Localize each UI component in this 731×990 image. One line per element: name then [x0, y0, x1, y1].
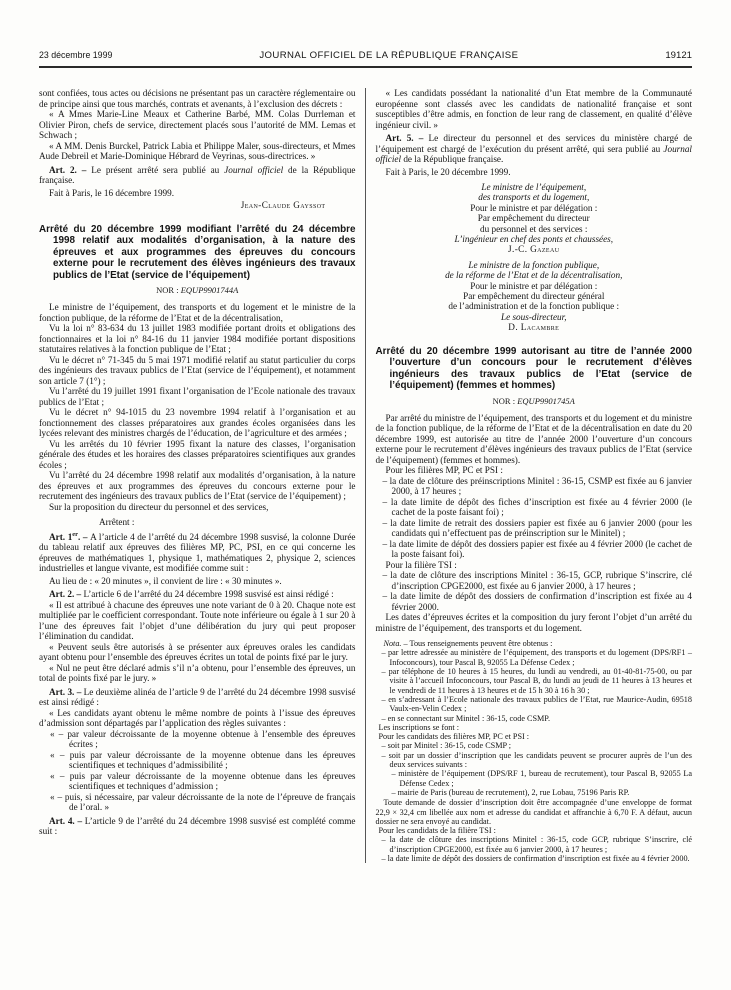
text-run: L’article 9 de l’arrêté du 24 décembre 1998 susvisé est complété comme suit : — [39, 815, 356, 836]
page-header — [39, 0, 692, 61]
text-run: – la date limite de dépôt des dossiers papier est fixée au 4 février 2000 (le cachet de la poste faisant foi). — [382, 538, 692, 560]
text-run: – la date limite de dépôt des dossiers de confirmation d’inscription est fixée au 4 février 2000. — [382, 591, 692, 612]
text-run: A l’article 4 de l’arrêté du 24 décembre 1998 susvisé, la colonne Durée du tableau relatif aux épreuves des filières MP, PC, PSI, en ce qui concerne les épreuves de mathématiques 1, physique 1, mathématiques 2, physique 2, sciences industrielles et langue vivante, est modifiée comme suit : — [39, 531, 356, 573]
text-run: NOR : — [156, 285, 181, 295]
signature-line — [376, 260, 693, 270]
text-run: du personnel et des services : — [480, 223, 588, 234]
text-run: Vu l’arrêté du 24 décembre 1998 relatif aux modalités d’organisation, à la nature des épreuves et aux programmes des épreuves du concours externe pour le recrutement des ingénieurs des travaux publics de l’Etat (service de l’équipement) ; — [39, 470, 356, 501]
text-run: Le sous-directeur, — [501, 311, 567, 322]
paragraph — [376, 612, 693, 633]
nota-sub-dash-item — [376, 769, 693, 788]
text-run: Arrêtent : — [99, 517, 135, 527]
text-run: EQUP9901745A — [517, 395, 575, 406]
article-paragraph — [39, 816, 356, 837]
article-paragraph — [39, 532, 356, 574]
nota-dash-item — [376, 751, 693, 770]
text-run: Par empêchement du directeur général — [463, 291, 605, 302]
text-run: Sur la proposition du directeur du personnel et des services, — [49, 501, 269, 512]
nota-sub-dash-item — [376, 788, 693, 797]
text-run: – ministère de l’équipement (DPS/RF 1, bureau de recrutement), tour Pascal B, 92055 La Défense Cedex ; — [391, 769, 692, 788]
nota-dash-item — [376, 714, 693, 723]
text-run: Le présent arrêté sera publié au — [91, 164, 225, 175]
text-run: « Les candidats possédant la nationalité d’un Etat membre de la Communauté européenne sont classés avec les candidats de nationalité française et sont susceptibles d’être admis, en fonction de leur rang de classement, en qualité d’élève ingénieur civil. » — [375, 88, 692, 130]
text-run: Pour les candidats de la filière TSI : — [378, 826, 496, 836]
dash-item — [376, 476, 693, 497]
text-run: – soit par Minitel : 36-15, code CSMP ; — [381, 741, 512, 751]
text-run: Pour la filière TSI : — [385, 559, 457, 570]
text-run: « Peuvent seuls être autorisés à se présenter aux épreuves orales les candidats ayant obtenu pour l’ensemble des épreuves écrites un total de points fixé par le jury. — [39, 641, 356, 662]
nor-line — [376, 396, 693, 406]
text-run: Art. 1 — [49, 531, 73, 542]
text-run: – la date de clôture des préinscriptions Minitel : 36-15, CSMP est fixée au 6 janvier 2000, à 17 heures ; — [382, 475, 692, 497]
paragraph — [39, 355, 356, 387]
signature-line — [376, 213, 693, 223]
paragraph — [376, 167, 693, 178]
text-columns — [39, 88, 692, 863]
text-run: Art. 3. – — [49, 686, 84, 697]
text-run: Nota. — [383, 639, 402, 649]
text-run: Le ministre de l’équipement, des transports et du logement et le ministre de la fonction publique, de la réforme de l’Etat et de la décentralisation, — [39, 302, 356, 323]
paragraph — [39, 323, 356, 355]
text-run: Vu la loi n° 83-634 du 13 juillet 1983 modifiée portant droits et obligations des fonctionnaires et la loi n° 84-16 du 11 janvier 1984 modifiée portant dispositions statutaires relatives à la fonction publique de l’Etat ; — [39, 323, 356, 354]
signature-line — [376, 301, 693, 311]
text-run: Vu l’arrêté du 19 juillet 1991 fixant l’organisation de l’Ecole nationale des travaux publics de l’Etat ; — [39, 386, 356, 407]
text-run: Le directeur du personnel et des services du ministère chargé de l’équipement est chargé de l’exécution du présent arrêté, qui sera publié au — [375, 133, 692, 154]
signature-line — [376, 192, 693, 202]
text-run: Le ministre de la fonction publique, — [468, 259, 600, 270]
text-run: Les inscriptions se font : — [378, 722, 459, 732]
text-run: J.-C. Gazeau — [508, 244, 560, 255]
text-run: – en s’adressant à l’Ecole nationale des travaux publics de l’Etat, rue Maurice-Audin, 69518 Vaulx-en-Velin Cedex ; — [381, 694, 692, 714]
text-run: Vu le décret n° 71-345 du 5 mai 1971 modifié relatif au statut particulier du corps des ingénieurs des travaux publics de l’Etat (service de l’équipement), et notamment son article 7 (1°) ; — [39, 354, 356, 386]
text-run: Art. 4. – — [49, 815, 85, 826]
arretent-line — [39, 517, 356, 528]
paragraph — [39, 439, 356, 471]
text-run: Par empêchement du directeur — [477, 213, 590, 224]
paragraph — [39, 386, 356, 407]
nota-line — [376, 723, 693, 732]
nota-dash-item — [376, 695, 693, 714]
text-run: NOR : — [492, 395, 518, 406]
signature-line — [376, 291, 693, 301]
text-run: Fait à Paris, le 16 décembre 1999. — [49, 187, 175, 198]
quoted-dash-item — [39, 750, 356, 771]
left-column — [39, 88, 366, 863]
text-run: Arrêté du 20 décembre 1999 autorisant au titre de l’année 2000 l’ouverture d’un concours pour le recrutement d’élèves ingénieurs des travaux publics de l’Etat (service de l’équipement) (femmes et hommes) — [375, 345, 692, 392]
paragraph — [376, 413, 693, 466]
paragraph — [39, 109, 356, 141]
text-run: Journal officiel — [375, 143, 692, 164]
text-run: des transports et du logement, — [478, 192, 590, 203]
dash-item — [376, 518, 693, 539]
header-date: 23 décembre 1999 — [39, 50, 113, 60]
paragraph — [39, 600, 356, 642]
text-run: Les dates d’épreuves écrites et la composition du jury feront l’objet d’un arrêté du ministre de l’équipement, des transports et du logement. — [375, 612, 692, 633]
text-run: « Nul ne peut être déclaré admis s’il n’a obtenu, pour l’ensemble des épreuves, un total de points fixé par le jury. » — [39, 662, 356, 683]
paragraph — [39, 88, 356, 109]
text-run: « A Mmes Marie-Line Meaux et Catherine Barbé, MM. Colas Durrleman et Olivier Piron, chefs de service, directement placés sous l’autorité de MM. Lemas et Schwach ; — [39, 109, 356, 140]
paragraph — [39, 470, 356, 502]
text-run: – par lettre adressée au ministère de l’équipement, des transports et du logement (DPS/RF1 – Infoconcours), tour Pascal B, 92055 La Défense Cedex ; — [381, 648, 692, 667]
text-run: . – — [78, 531, 91, 542]
paragraph — [376, 560, 693, 571]
text-run: EQUP9901744A — [180, 285, 239, 295]
journal-title: JOURNAL OFFICIEL DE LA RÉPUBLIQUE FRANÇAISE — [259, 50, 519, 61]
nota-dash-item — [376, 648, 693, 667]
paragraph — [39, 302, 356, 323]
text-run: Fait à Paris, le 20 décembre 1999. — [385, 166, 511, 177]
text-run: – la date limite de dépôt des dossiers de confirmation d’inscription est fixée au 4 février 2000. — [381, 854, 690, 864]
text-run: – Tous renseignements peuvent être obtenus : — [401, 639, 553, 649]
text-run: Le deuxième alinéa de l’article 9 de l’arrêté du 24 décembre 1998 susvisé est ainsi rédigé : — [39, 686, 356, 707]
nota-paragraph — [376, 639, 693, 648]
text-run: de la République française. — [401, 154, 504, 164]
text-run: « Il est attribué à chacune des épreuves une note variant de 0 à 20. Chaque note est multipliée par le coefficient correspondant. Toute note inférieure ou égale à 1 sur 20 à l’une des épreuves fait l’objet d’une délibération du jury qui peut proposer l’élimination du candidat. — [39, 599, 356, 641]
text-run: D. Lacambre — [508, 322, 560, 333]
header-rule — [39, 66, 692, 68]
nota-line — [376, 732, 693, 741]
page-number: 19121 — [665, 50, 692, 61]
text-run: – la date limite de retrait des dossiers papier est fixée au 6 janvier 2000 (pour les candidats qui n’effectuent pas de préinscription sur le Minitel) ; — [382, 517, 692, 539]
right-column — [366, 88, 693, 863]
section-heading — [376, 346, 693, 392]
signature-line — [376, 244, 693, 254]
text-run: « – par valeur décroissante de la moyenne obtenue à l’ensemble des épreuves écrites ; — [50, 728, 356, 749]
article-paragraph — [376, 133, 693, 165]
quoted-dash-item — [39, 792, 356, 813]
paragraph — [39, 407, 356, 439]
text-run: Arrêté du 20 décembre 1999 modifiant l’arrêté du 24 décembre 1998 relatif aux modalités d’organisation, à la nature des épreuves et aux programmes des épreuves du concours externe pour le recrutement des élèves ingénieurs des travaux publics de l’Etat (service de l’équipement) — [39, 223, 356, 281]
signature-line — [376, 270, 693, 280]
text-run: Journal officiel — [224, 164, 284, 175]
paragraph — [376, 88, 693, 130]
paragraph — [39, 642, 356, 663]
nota-dash-item — [376, 854, 693, 863]
text-run: Le ministre de l’équipement, — [481, 182, 587, 192]
quoted-dash-item — [39, 729, 356, 750]
paragraph — [39, 141, 356, 162]
text-run: – la date limite de dépôt des fiches d’inscription est fixée au 4 février 2000 (le cachet de la poste faisant foi) ; — [382, 496, 692, 518]
text-run: Vu les arrêtés du 10 février 1995 fixant la nature des classes, l’organisation générale des études et les horaires des classes préparatoires scientifiques aux grandes écoles ; — [39, 438, 356, 470]
text-run: Art. 2. – — [49, 589, 84, 599]
signature-line — [376, 234, 693, 244]
text-run: Jean-Claude Gayssot — [240, 200, 326, 210]
signature-line — [376, 281, 693, 291]
dash-item — [376, 591, 693, 612]
text-run: L’ingénieur en chef des ponts et chaussées, — [454, 234, 614, 245]
nota-dash-item — [376, 741, 693, 750]
nor-line — [39, 285, 356, 295]
signature-line — [376, 203, 693, 213]
paragraph — [39, 708, 356, 729]
nota-dash-item — [376, 667, 693, 695]
text-run: Pour le ministre et par délégation : — [470, 202, 598, 213]
section-heading — [39, 224, 356, 282]
quoted-dash-item — [39, 771, 356, 792]
signature-line — [376, 224, 693, 234]
signature-line — [376, 322, 693, 332]
signature-name — [39, 200, 356, 211]
article-paragraph — [39, 687, 356, 708]
text-run: Toute demande de dossier d’inscription doit être accompagnée d’une enveloppe de format 22,9 × 32,4 cm libellée aux nom et adresse du candidat et affranchie à 6,70 F. A défaut, aucun dossier ne sera envoyé au candidat. — [375, 798, 692, 826]
text-run: « A MM. Denis Burckel, Patrick Labia et Philippe Maler, sous-directeurs, et Mmes Aude Debreil et Marie-Dominique Hébrard de Veyrinas, sous-directrices. » — [39, 140, 356, 161]
text-run: de la réforme de l’Etat et de la décentralisation, — [445, 270, 623, 281]
dash-item — [376, 570, 693, 591]
text-run: Par arrêté du ministre de l’équipement, des transports et du logement et du ministre de la fonction publique, de la réforme de l’Etat et de la décentralisation en date du 20 décembre 1999, est autorisée au titre de l’année 2000 l’ouverture d’un concours externe pour le recrutement d’élèves ingénieurs des travaux publics de l’Etat (service de l’équipement) (femmes et hommes). — [375, 412, 692, 465]
paragraph — [376, 465, 693, 476]
text-run: « – puis, si nécessaire, par valeur décroissante de la note de l’épreuve de français de l’oral. » — [50, 791, 356, 812]
text-run: – par téléphone de 10 heures à 15 heures, du lundi au vendredi, au 01-40-81-75-00, ou par visite à l’accueil Infoconcours, tour Pascal B, du lundi au jeudi de 11 heures à 13 heures et le vendredi de 11 heures à 13 heures et de 15 h 30 à 16 h 30 ; — [381, 667, 692, 695]
text-run: – en se connectant sur Minitel : 36-15, code CSMP. — [381, 713, 551, 723]
text-run: Art. 5. – — [385, 133, 429, 143]
paragraph — [39, 663, 356, 684]
text-run: – la date de clôture des inscriptions Minitel : 36-15, GCP, rubrique S’inscrire, clé d’inscription CPGE2000, est fixée au 6 janvier 2000, à 17 heures ; — [382, 570, 692, 591]
text-run: er — [72, 530, 79, 538]
text-run: L’article 6 de l’arrêté du 24 décembre 1998 susvisé est ainsi rédigé : — [83, 589, 334, 599]
article-paragraph — [39, 165, 356, 186]
paragraph — [39, 188, 356, 199]
signature-line — [376, 312, 693, 322]
nota-paragraph — [376, 798, 693, 826]
text-run: – la date de clôture des inscriptions Minitel : 36-15, code GCP, rubrique S’inscrire, clé d’inscription CPGE2000, est fixée au 6 janvier 2000, à 17 heures ; — [381, 835, 692, 854]
paragraph — [39, 502, 356, 513]
nota-line — [376, 826, 693, 835]
text-run: – soit par un dossier d’inscription que les candidats peuvent se procurer auprès de l’un des deux services suivants : — [381, 750, 692, 770]
paragraph — [39, 576, 356, 587]
text-run: Art. 2. – — [49, 164, 92, 175]
article-paragraph — [39, 589, 356, 600]
text-run: Pour les filières MP, PC et PSI : — [385, 465, 503, 476]
text-run: – mairie de Paris (bureau de recrutement), 2, rue Lobau, 75196 Paris RP. — [391, 787, 630, 797]
dash-item — [376, 539, 693, 560]
text-run: de la République française. — [39, 164, 356, 185]
nota-dash-item — [376, 835, 693, 854]
text-run: sont confiées, tous actes ou décisions ne présentant pas un caractère réglementaire ou de principe ainsi que tous marchés, contrats et avenants, à l’exclusion des décrets : — [39, 88, 356, 109]
dash-item — [376, 497, 693, 518]
text-run: Pour les candidats des filières MP, PC et PSI : — [378, 732, 530, 742]
text-run: Vu le décret n° 94-1015 du 23 novembre 1994 relatif à l’organisation et au fonctionnement des classes préparatoires aux grandes écoles organisées dans les lycées relevant des ministres chargés de l’éducation, de l’agriculture et des armées ; — [39, 407, 356, 438]
signature-line — [376, 182, 693, 192]
text-run: « – puis par valeur décroissante de la moyenne obtenue dans les épreuves scientifiques et techniques d’admissibilité ; — [50, 749, 356, 770]
text-run: « – puis par valeur décroissante de la moyenne obtenue dans les épreuves scientifiques et techniques d’admission ; — [50, 770, 356, 791]
text-run: Au lieu de : « 20 minutes », il convient de lire : « 30 minutes ». — [49, 575, 282, 586]
text-run: « Les candidats ayant obtenu le même nombre de points à l’issue des épreuves d’admission sont départagés par l’application des règles suivantes : — [39, 707, 356, 728]
text-run: de l’administration et de la fonction publique : — [448, 301, 620, 312]
text-run: Pour le ministre et par délégation : — [470, 280, 598, 291]
